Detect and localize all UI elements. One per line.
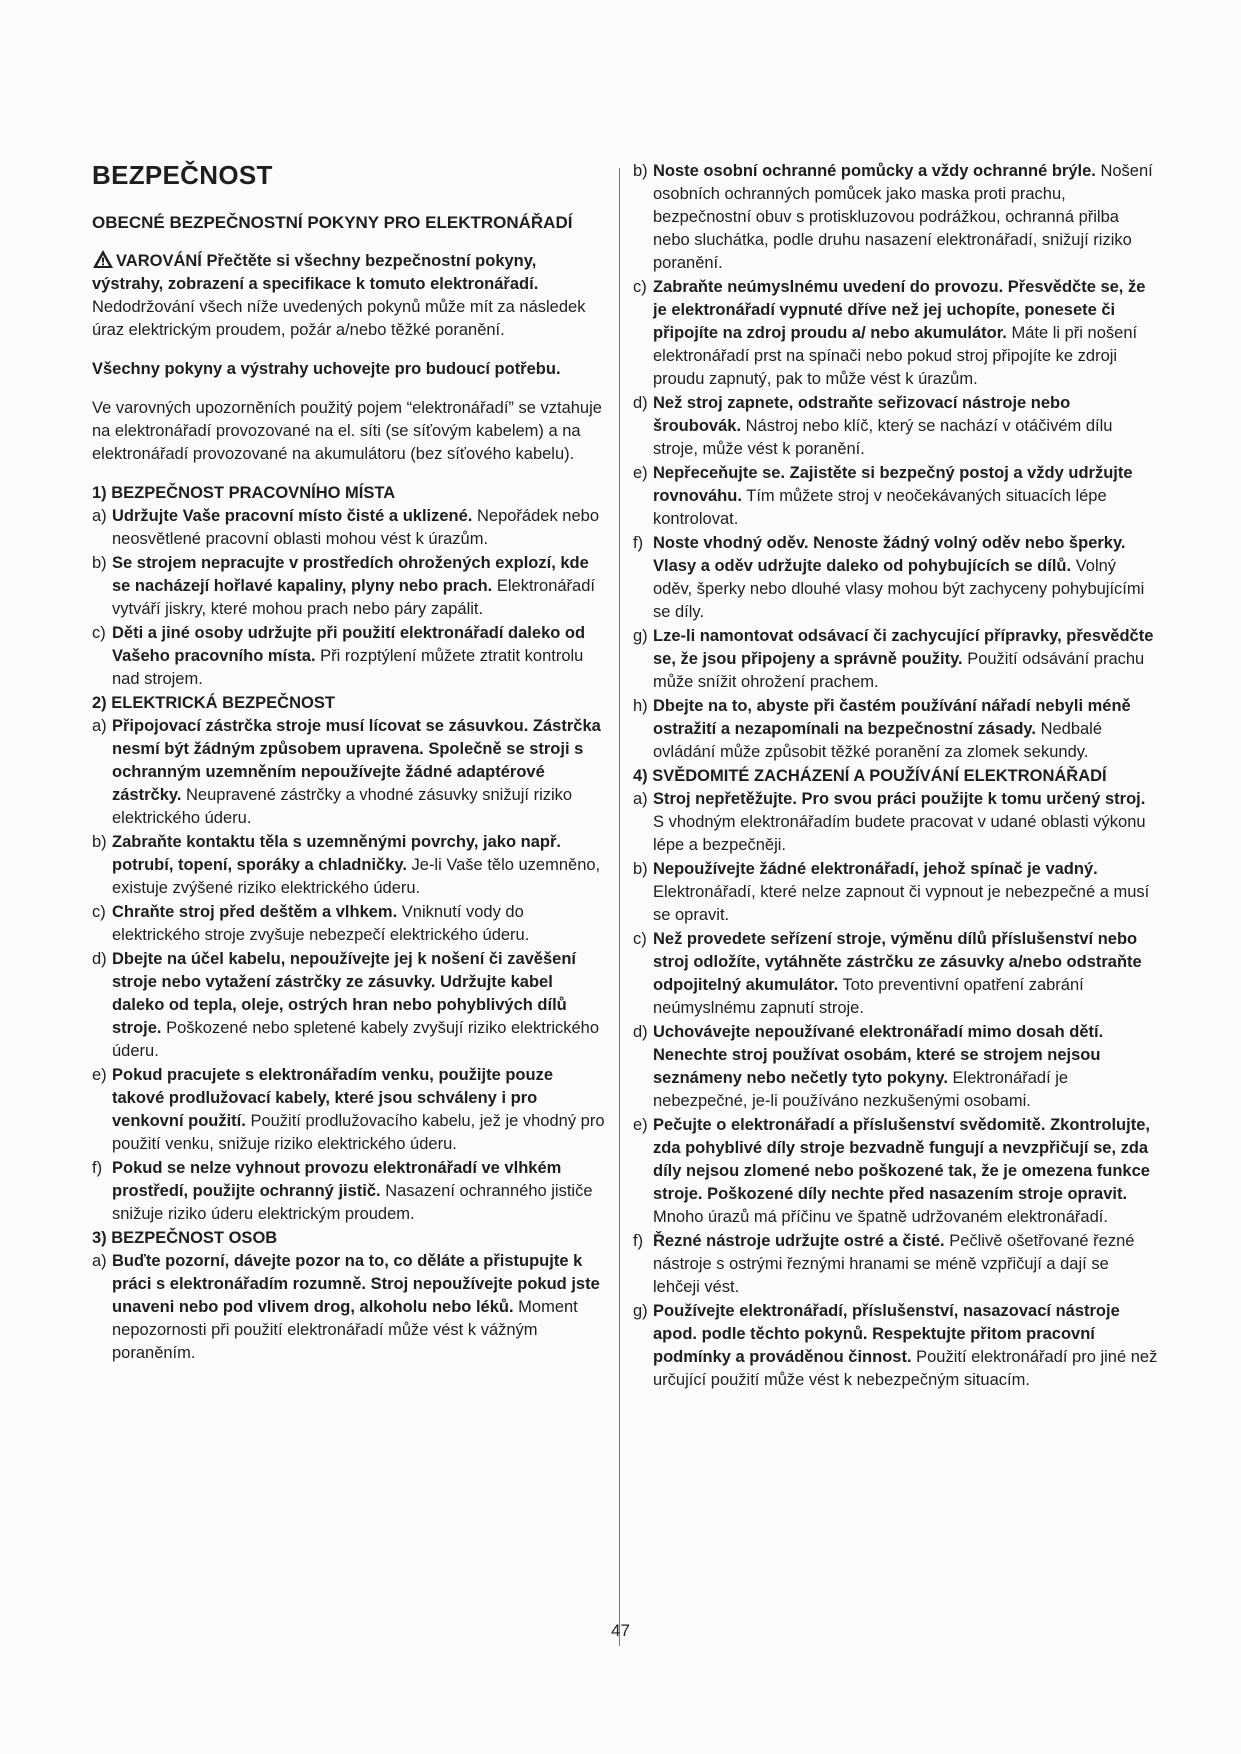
- list-item: d) Dbejte na účel kabelu, nepoužívejte jej k nošení či zavěšení stroje nebo vytažení zástrčky ze zásuvky. Udržujte kabel daleko od tepla, oleje, ostrých hran nebo pohyblivých dílů stroje. Poškozené nebo spletené kabely zvyšují riziko elektrického úderu.: [92, 950, 600, 1060]
- definition-paragraph: Ve varovných upozorněních použitý pojem “elektronářadí” se vztahuje na elektronářadí provozované na el. síti (se síťovým kabelem) a na elektronářadí provozované na akumulátoru (bez síťového kabelu).: [92, 399, 602, 463]
- warning-paragraph: [92, 249, 605, 342]
- list-item: a) Udržujte Vaše pracovní místo čisté a uklizené. Nepořádek nebo neosvětlené pracovní oblasti mohou vést k úrazům.: [92, 507, 599, 548]
- list-item: b) Se strojem nepracujte v prostředích ohrožených explozí, kde se nacházejí hořlavé kapaliny, plyny nebo prach. Elektronářadí vytváří jiskry, které mohou prach nebo páry zapálit.: [92, 554, 595, 618]
- left-column: [92, 160, 605, 1366]
- section-subtitle: OBECNÉ BEZPEČNOSTNÍ POKYNY PRO ELEKTRONÁŘADÍ: [92, 213, 573, 232]
- section-personal-safety: [92, 1227, 605, 1365]
- keep-instructions-text: Všechny pokyny a výstrahy uchovejte pro budoucí potřebu.: [92, 360, 561, 378]
- list-item: e) Pečujte o elektronářadí a příslušenství svědomitě. Zkontrolujte, zda pohyblivé díly stroje bezvadně fungují a nevzpřičují se, zda díly nejsou zlomené nebo poškozené tak, že je omezena funkce stroje. Poškozené díly nechte před nasazením stroje opravit. Mnoho úrazů má příčinu ve špatně udržovaném elektronářadí.: [633, 1116, 1150, 1226]
- list-item: c) Chraňte stroj před deštěm a vlhkem. Vniknutí vody do elektrického stroje zvyšuje nebezpečí elektrického úderu.: [92, 903, 530, 944]
- list-item: c) Děti a jiné osoby udržujte při použití elektronářadí daleko od Vašeho pracovního místa. Při rozptýlení můžete ztratit kontrolu nad strojem.: [92, 624, 586, 688]
- list-item: a) Stroj nepřetěžujte. Pro svou práci použijte k tomu určený stroj. S vhodným elektronářadím budete pracovat v udané oblasti výkonu lépe a bezpečněji.: [633, 790, 1146, 854]
- list-item: f) Noste vhodný oděv. Nenoste žádný volný oděv nebo šperky. Vlasy a oděv udržujte daleko od pohybujících se dílů. Volný oděv, šperky nebo dlouhé vlasy mohou být zachyceny pohybujícími se díly.: [633, 534, 1145, 621]
- list-item: e) Nepřeceňujte se. Zajistěte si bezpečný postoj a vždy udržujte rovnováhu. Tím můžete stroj v neočekávaných situacích lépe kontrolovat.: [633, 464, 1133, 528]
- section-heading: 2) ELEKTRICKÁ BEZPEČNOST: [92, 694, 335, 712]
- list-item: g) Používejte elektronářadí, příslušenství, nasazovací nástroje apod. podle těchto pokynů. Respektujte přitom pracovní podmínky a prováděnou činnost. Použití elektronářadí pro jiné než určující použití může vést k nebezpečným situacím.: [633, 1302, 1158, 1389]
- section-heading: 1) BEZPEČNOST PRACOVNÍHO MÍSTA: [92, 484, 396, 502]
- list-item: g) Lze-li namontovat odsávací či zachycující přípravky, přesvědčte se, že jsou připojeny a správně použity. Použití odsávání prachu může snížit ohrožení prachem.: [633, 627, 1154, 691]
- right-column: [633, 160, 1159, 1393]
- list-item: f) Pokud se nelze vyhnout provozu elektronářadí ve vlhkém prostředí, použijte ochranný jistič. Nasazení ochranného jističe snižuje riziko úderu elektrickým proudem.: [92, 1159, 593, 1223]
- list-item: e) Pokud pracujete s elektronářadím venku, použijte pouze takové prodlužovací kabely, které jsou schváleny i pro venkovní použití. Použití prodlužovacího kabelu, jež je vhodný pro použití venku, snižuje riziko elektrického úderu.: [92, 1066, 605, 1153]
- section-electrical: [92, 692, 605, 1226]
- list-item: b) Noste osobní ochranné pomůcky a vždy ochranné brýle. Nošení osobních ochranných pomůcek jako maska proti prachu, bezpečnostní obuv s protiskluzovou podrážkou, ochranná přilba nebo sluchátka, podle druhu nasazení elektronářadí, snižují riziko poranění.: [633, 162, 1153, 272]
- page-number: 47: [611, 1621, 630, 1640]
- keep-instructions: [92, 358, 605, 381]
- section-tool-use: [633, 765, 1159, 1392]
- list-item: f) Řezné nástroje udržujte ostré a čisté. Pečlivě ošetřované řezné nástroje s ostrými řeznými hranami se méně vzpřičují a dají se lehčeji vést.: [633, 1232, 1135, 1296]
- list-item: d) Než stroj zapnete, odstraňte seřizovací nástroje nebo šroubovák. Nástroj nebo klíč, který se nachází v otáčivém dílu stroje, může vést k poranění.: [633, 394, 1113, 458]
- list-item: c) Zabraňte neúmyslnému uvedení do provozu. Přesvědčte se, že je elektronářadí vypnuté dříve než jej uchopíte, ponesete či připojíte na zdroj proudu a/ nebo akumulátor. Máte li při nošení elektronářadí prst na spínači nebo pokud stroj připojíte ke zdroji proudu zapnutý, pak to může vést k úrazům.: [633, 278, 1146, 388]
- warning-icon: [92, 249, 114, 269]
- warning-text: Nedodržování všech níže uvedených pokynů může mít za následek úraz elektrickým proudem, požár a/nebo těžké poranění.: [92, 298, 586, 339]
- list-item: d) Uchovávejte nepoužívané elektronářadí mimo dosah dětí. Nenechte stroj používat osobám, které se strojem nejsou seznámeny nebo nečetly tyto pokyny. Elektronářadí je nebezpečné, je-li používáno nezkušenými osobami.: [633, 1023, 1104, 1110]
- list-item: c) Než provedete seřízení stroje, výměnu dílů příslušenství nebo stroj odložíte, vytáhněte zástrčku ze zásuvky a/nebo odstraňte odpojitelný akumulátor. Toto preventivní opatření zabrání neúmyslnému zapnutí stroje.: [633, 930, 1142, 1017]
- section-heading: 4) SVĚDOMITÉ ZACHÁZENÍ A POUŽÍVÁNÍ ELEKTRONÁŘADÍ: [633, 767, 1107, 785]
- warning-bold: Přečtěte si všechny bezpečnostní pokyny, výstrahy, zobrazení a specifikace k tomuto elektronářadí.: [92, 252, 539, 293]
- list-item: a) Připojovací zástrčka stroje musí lícovat se zásuvkou. Zástrčka nesmí být žádným způsobem upravena. Společně se stroji s ochranným uzemněním nepoužívejte žádné adaptérové zástrčky. Neupravené zástrčky a vhodné zásuvky snižují riziko elektrického úderu.: [92, 717, 601, 827]
- page-title: BEZPEČNOST: [92, 160, 273, 190]
- section-workplace: [92, 482, 605, 691]
- list-item: b) Nepoužívejte žádné elektronářadí, jehož spínač je vadný. Elektronářadí, které nelze zapnout či vypnout je nebezpečné a musí se opravit.: [633, 860, 1150, 924]
- list-item: h) Dbejte na to, abyste při častém používání nářadí nebyli méně ostražití a nezapomínali na bezpečnostní zásady. Nedbalé ovládání může způsobit těžké poranění za zlomek sekundy.: [633, 697, 1131, 761]
- section-personal-safety-continued: [633, 160, 1159, 764]
- column-divider: [619, 168, 620, 1646]
- section-heading: 3) BEZPEČNOST OSOB: [92, 1229, 278, 1247]
- list-item: a) Buďte pozorní, dávejte pozor na to, co děláte a přistupujte k práci s elektronářadím rozumně. Stroj nepoužívejte pokud jste unaveni nebo pod vlivem drog, alkoholu nebo léků. Moment nepozornosti při použití elektronářadí může vést k vážným poraněním.: [92, 1252, 600, 1362]
- list-item: b) Zabraňte kontaktu těla s uzemněnými povrchy, jako např. potrubí, topení, sporáky a chladničky. Je-li Vaše tělo uzemněno, existuje zvýšené riziko elektrického úderu.: [92, 833, 601, 897]
- warning-label: VAROVÁNÍ: [116, 252, 202, 270]
